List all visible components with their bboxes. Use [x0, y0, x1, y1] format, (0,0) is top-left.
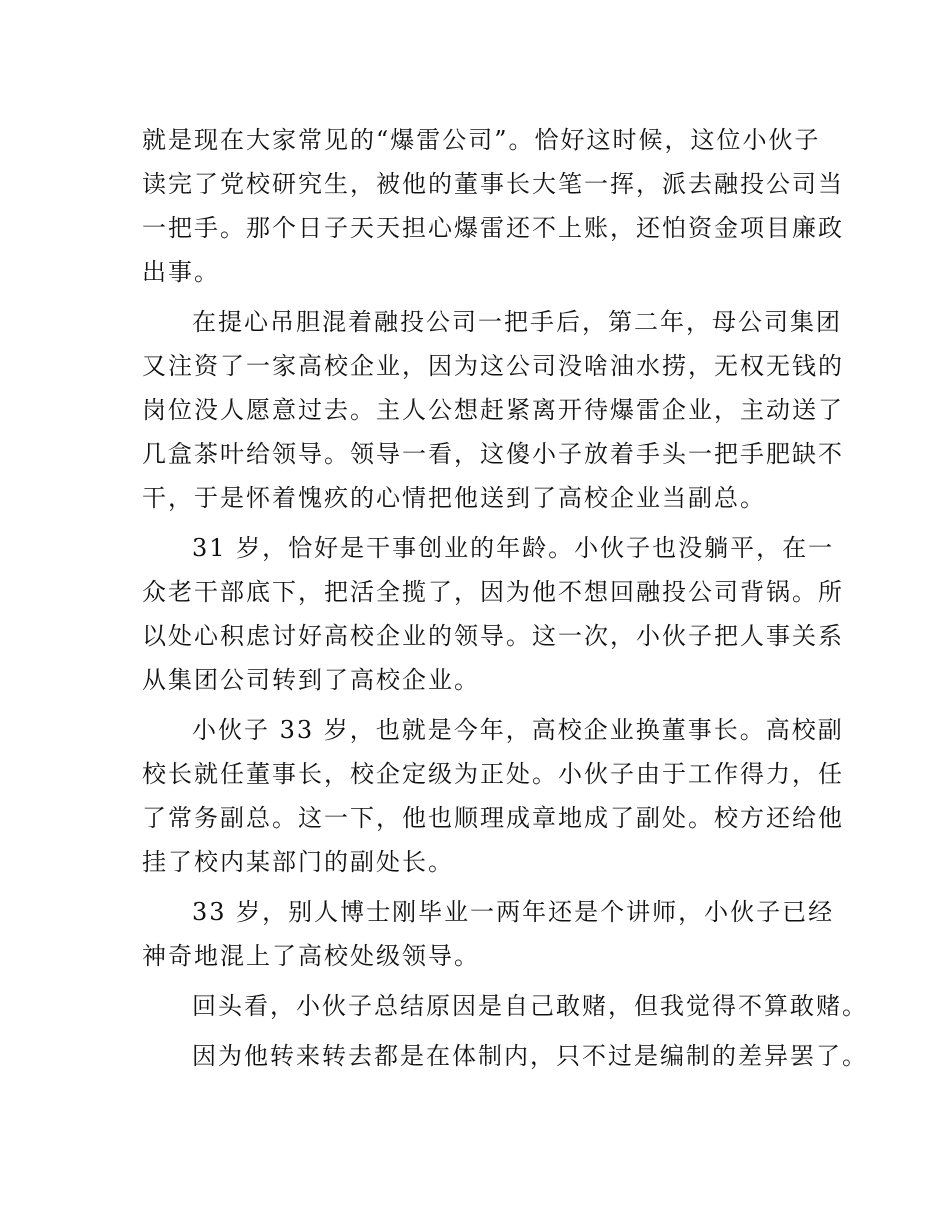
document-body [142, 118, 868, 1084]
text-line: 神奇地混上了高校处级领导。 [142, 942, 480, 970]
text-line: 众老干部底下，把活全揽了，因为他不想回融投公司背锅。所 [142, 578, 844, 606]
text-line: 了常务副总。这一下，他也顺理成章地成了副处。校方还给他 [142, 804, 844, 832]
text-line: 一把手。那个日子天天担心爆雷还不上账，还怕资金项目廉政 [142, 214, 844, 242]
text-line: 几盒茶叶给领导。领导一看，这傻小子放着手头一把手肥缺不 [142, 440, 844, 468]
paragraph-3 [142, 526, 844, 702]
paragraph-5 [142, 890, 835, 978]
text-line: 就是现在大家常见的“爆雷公司”。恰好这时候，这位小伙子 [142, 126, 821, 154]
paragraph-7 [142, 1034, 868, 1078]
text-line: 干，于是怀着愧疚的心情把他送到了高校企业当副总。 [142, 484, 766, 512]
text-line: 因为他转来转去都是在体制内，只不过是编制的差异罢了。 [192, 1042, 868, 1070]
text-line: 小伙子 33 岁，也就是今年，高校企业换董事长。高校副 [192, 716, 844, 744]
text-line: 33 岁，别人博士刚毕业一两年还是个讲师，小伙子已经 [192, 898, 835, 926]
paragraph-2 [142, 300, 844, 520]
text-line: 读完了党校研究生，被他的董事长大笔一挥，派去融投公司当 [142, 170, 844, 198]
text-line: 以处心积虑讨好高校企业的领导。这一次，小伙子把人事关系 [142, 622, 844, 650]
text-line: 31 岁，恰好是干事创业的年龄。小伙子也没躺平，在一 [192, 534, 835, 562]
text-line: 从集团公司转到了高校企业。 [142, 666, 480, 694]
paragraph-1 [142, 118, 844, 294]
text-line: 回头看，小伙子总结原因是自己敢赌，但我觉得不算敢赌。 [192, 992, 868, 1020]
paragraph-4 [142, 708, 844, 884]
text-line: 挂了校内某部门的副处长。 [142, 848, 454, 876]
text-line: 又注资了一家高校企业，因为这公司没啥油水捞，无权无钱的 [142, 352, 844, 380]
text-line: 岗位没人愿意过去。主人公想赶紧离开待爆雷企业，主动送了 [142, 396, 844, 424]
paragraph-6 [142, 984, 868, 1028]
text-line: 在提心吊胆混着融投公司一把手后，第二年，母公司集团 [192, 308, 842, 336]
text-line: 出事。 [142, 258, 220, 286]
text-line: 校长就任董事长，校企定级为正处。小伙子由于工作得力，任 [142, 760, 844, 788]
